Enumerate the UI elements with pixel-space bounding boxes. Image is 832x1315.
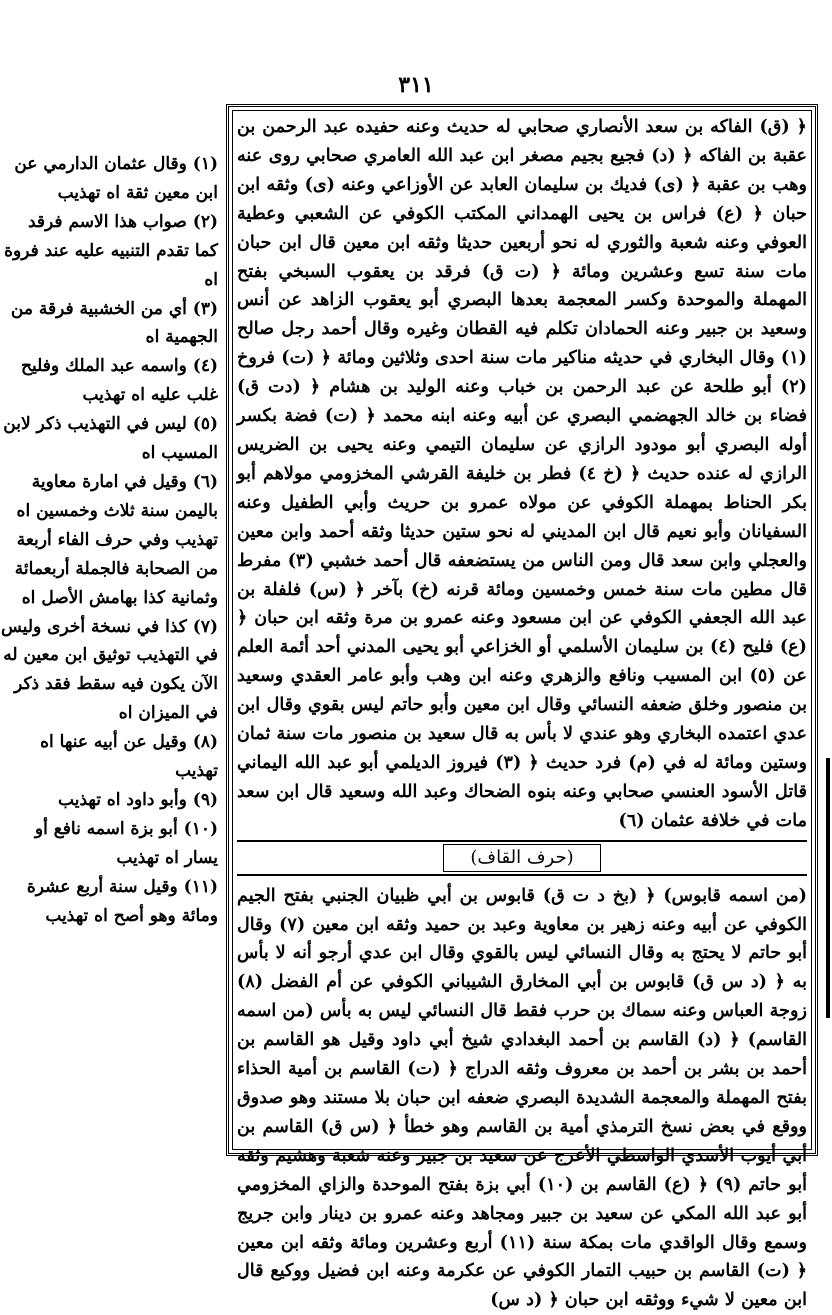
page-number: ٣١١	[398, 72, 434, 98]
main-paragraph-qaf: (من اسمه قابوس) ﴿ (بخ د ت ق) قابوس بن أبي ظبيان الجنبي بفتح الجيم الكوفي عن أبيه وعنه زهير بن معاوية وعبد بن حميد وثقه ابن معين (٧) وقال أبو حاتم لا يحتج به وقال النسائي ليس بالقوي وقال ابن عدي أرجو أنه لا بأس به ﴿ (د س ق) قابوس بن أبي المخارق الشيباني الكوفي عن أم الفضل (٨) زوجة العباس وعنه سماك بن حرب فقط قال النسائي ليس به بأس (من اسمه القاسم) ﴿ (د) القاسم بن أحمد البغدادي شيخ أبي داود وقيل هو القاسم بن أحمد بن بشر بن أحمد بن معروف وثقه الدراج ﴿ (ت) القاسم بن أمية الحذاء بفتح المهملة والمعجمة الشديدة البصري ضعفه ابن حبان بلا مستند وهو صدوق ووقع في بعض نسخ الترمذي أمية بن القاسم وهو خطأ ﴿ (س ق) القاسم بن أبي أيوب الأسدي الواسطي الأعرج عن سعيد بن جبير وعنه شعبة وهشيم وثقه أبو حاتم (٩) ﴿ (ع) القاسم بن (١٠) أبي بزة بفتح الموحدة والزاي المخزومي أبو عبد الله المكي عن سعيد بن جبير ومجاهد وعنه عمرو بن دينار وابن جريج وسمع وقال الواقدي مات بمكة سنة (١١) أربع وعشرين ومائة وثقه ابن معين ﴿ (ت) القاسم بن حبيب التمار الكوفي عن عكرمة وعنه ابن فضيل ووكيع قال ابن معين لا شيء ووثقه ابن حبان ﴿ (د س)	[237, 884, 808, 1311]
margin-notes	[0, 150, 222, 930]
margin-note-9: (٩) وأبو داود اه تهذيب	[58, 789, 218, 810]
margin-note-3: (٣) أي من الخشبية فرقة من الجهمية اه	[10, 298, 218, 348]
page-edge-mark	[826, 758, 830, 1018]
section-heading-qaf	[237, 840, 807, 876]
margin-note-11: (١١) وقيل سنة أربع عشرة ومائة وهو أصح اه تهذيب	[26, 876, 218, 926]
margin-note-5: (٥) ليس في التهذيب ذكر لابن المسيب اه	[3, 414, 218, 464]
margin-note-6: (٦) وقيل في امارة معاوية باليمن سنة ثلاث وخمسين اه تهذيب وفي حرف الفاء أربعة من الصحابة فالجملة أربعمائة وثمانية كذا بهامش الأصل اه	[14, 471, 218, 608]
section-heading-label: (حرف القاف)	[443, 844, 600, 872]
margin-note-8: (٨) وقيل عن أبيه عنها اه تهذيب	[40, 732, 218, 782]
margin-note-10: (١٠) أبو بزة اسمه نافع أو يسار اه تهذيب	[34, 818, 218, 868]
main-text-frame	[226, 104, 818, 1311]
main-paragraph-fa: ﴿ (ق) الفاكه بن سعد الأنصاري صحابي له حديث وعنه حفيده عبد الرحمن بن عقبة بن الفاكه ﴿ (د) فجيع بجيم مصغر ابن عبد الله العامري صحابي روى عنه وهب بن عقبة ﴿ (ى) فديك بن سليمان العابد عن الأوزاعي وعنه (ى) وثقه ابن حبان ﴿ (ع) فراس بن يحيى الهمداني المكتب الكوفي عن الشعبي وعطية العوفي وعنه شعبة والثوري له نحو أربعين حديثا وثقه ابن معين قال ابن حبان مات سنة تسع وعشرين ومائة ﴿ (ت ق) فرقد بن يعقوب السبخي بفتح المهملة والموحدة وكسر المعجمة بعدها البصري أبو يعقوب الزاهد عن أنس وسعيد بن جبير وعنه الحمادان تكلم فيه القطان وغيره وقال أحمد رجل صالح (١) وقال البخاري في حديثه مناكير مات سنة احدى وثلاثين ومائة ﴿ (ت) فروخ (٢) أبو طلحة عن عبد الرحمن بن خباب وعنه الوليد بن هشام ﴿ (دت ق) فضاء بن خالد الجهضمي البصري عن أبيه وعنه ابنه محمد ﴿ (ت) فضة بكسر أوله البصري أبو مودود الرازي عن سليمان التيمي وعنه يحيى بن الضريس الرازي له عنده حديث ﴿ (خ ٤) فطر بن خليفة القرشي المخزومي مولاهم أبو بكر الحناط بمهملة الكوفي عن مولاه عمرو بن حريث وأبي الطفيل وعنه السفيانان وأبو نعيم قال ابن المديني له نحو ستين حديثا وثقه أحمد وابن معين والعجلي وابن سعد قال ومن الناس من يستضعفه قال أحمد خشبي (٣) مفرط قال مطين مات سنة خمس وخمسين ومائة قرنه (خ) بآخر ﴿ (س) فلفلة بن عبد الله الجعفي الكوفي عن ابن مسعود وعنه عمرو بن مرة وثقه ابن حبان ﴿ (ع) فليح (٤) بن سليمان الأسلمي أو الخزاعي أبو يحيى المدني أحد أئمة العلم عن (٥) ابن المسيب ونافع والزهري وعنه ابن وهب وأبو عامر العقدي وسعيد بن منصور وخلق ضعفه النسائي وقال ابن معين وأبو حاتم ليس بقوي وقال ابن عدي اعتمده البخاري وهو عندي لا بأس به قال سعيد بن منصور مات سنة ثمان وستين ومائة له في (م) فرد حديث ﴿ (٣) فيروز الديلمي أبو عبد الله اليماني قاتل الأسود العنسي صحابي وعنه بنوه الضحاك وعبد الله وسعيد قال ابن سعد مات في خلافة عثمان (٦)	[237, 116, 808, 831]
margin-note-4: (٤) واسمه عبد الملك وفليح غلب عليه اه تهذيب	[21, 356, 218, 406]
margin-note-2: (٢) صواب هذا الاسم فرقد كما تقدم التنبيه عليه عند فروة اه	[4, 211, 218, 290]
margin-note-7: (٧) كذا في نسخة أخرى وليس في التهذيب توثيق ابن معين له الآن يكون فيه سقط فقد ذكر في الميزان اه	[1, 616, 218, 724]
margin-note-1: (١) وقال عثمان الدارمي عن ابن معين ثقة اه تهذيب	[14, 154, 218, 203]
